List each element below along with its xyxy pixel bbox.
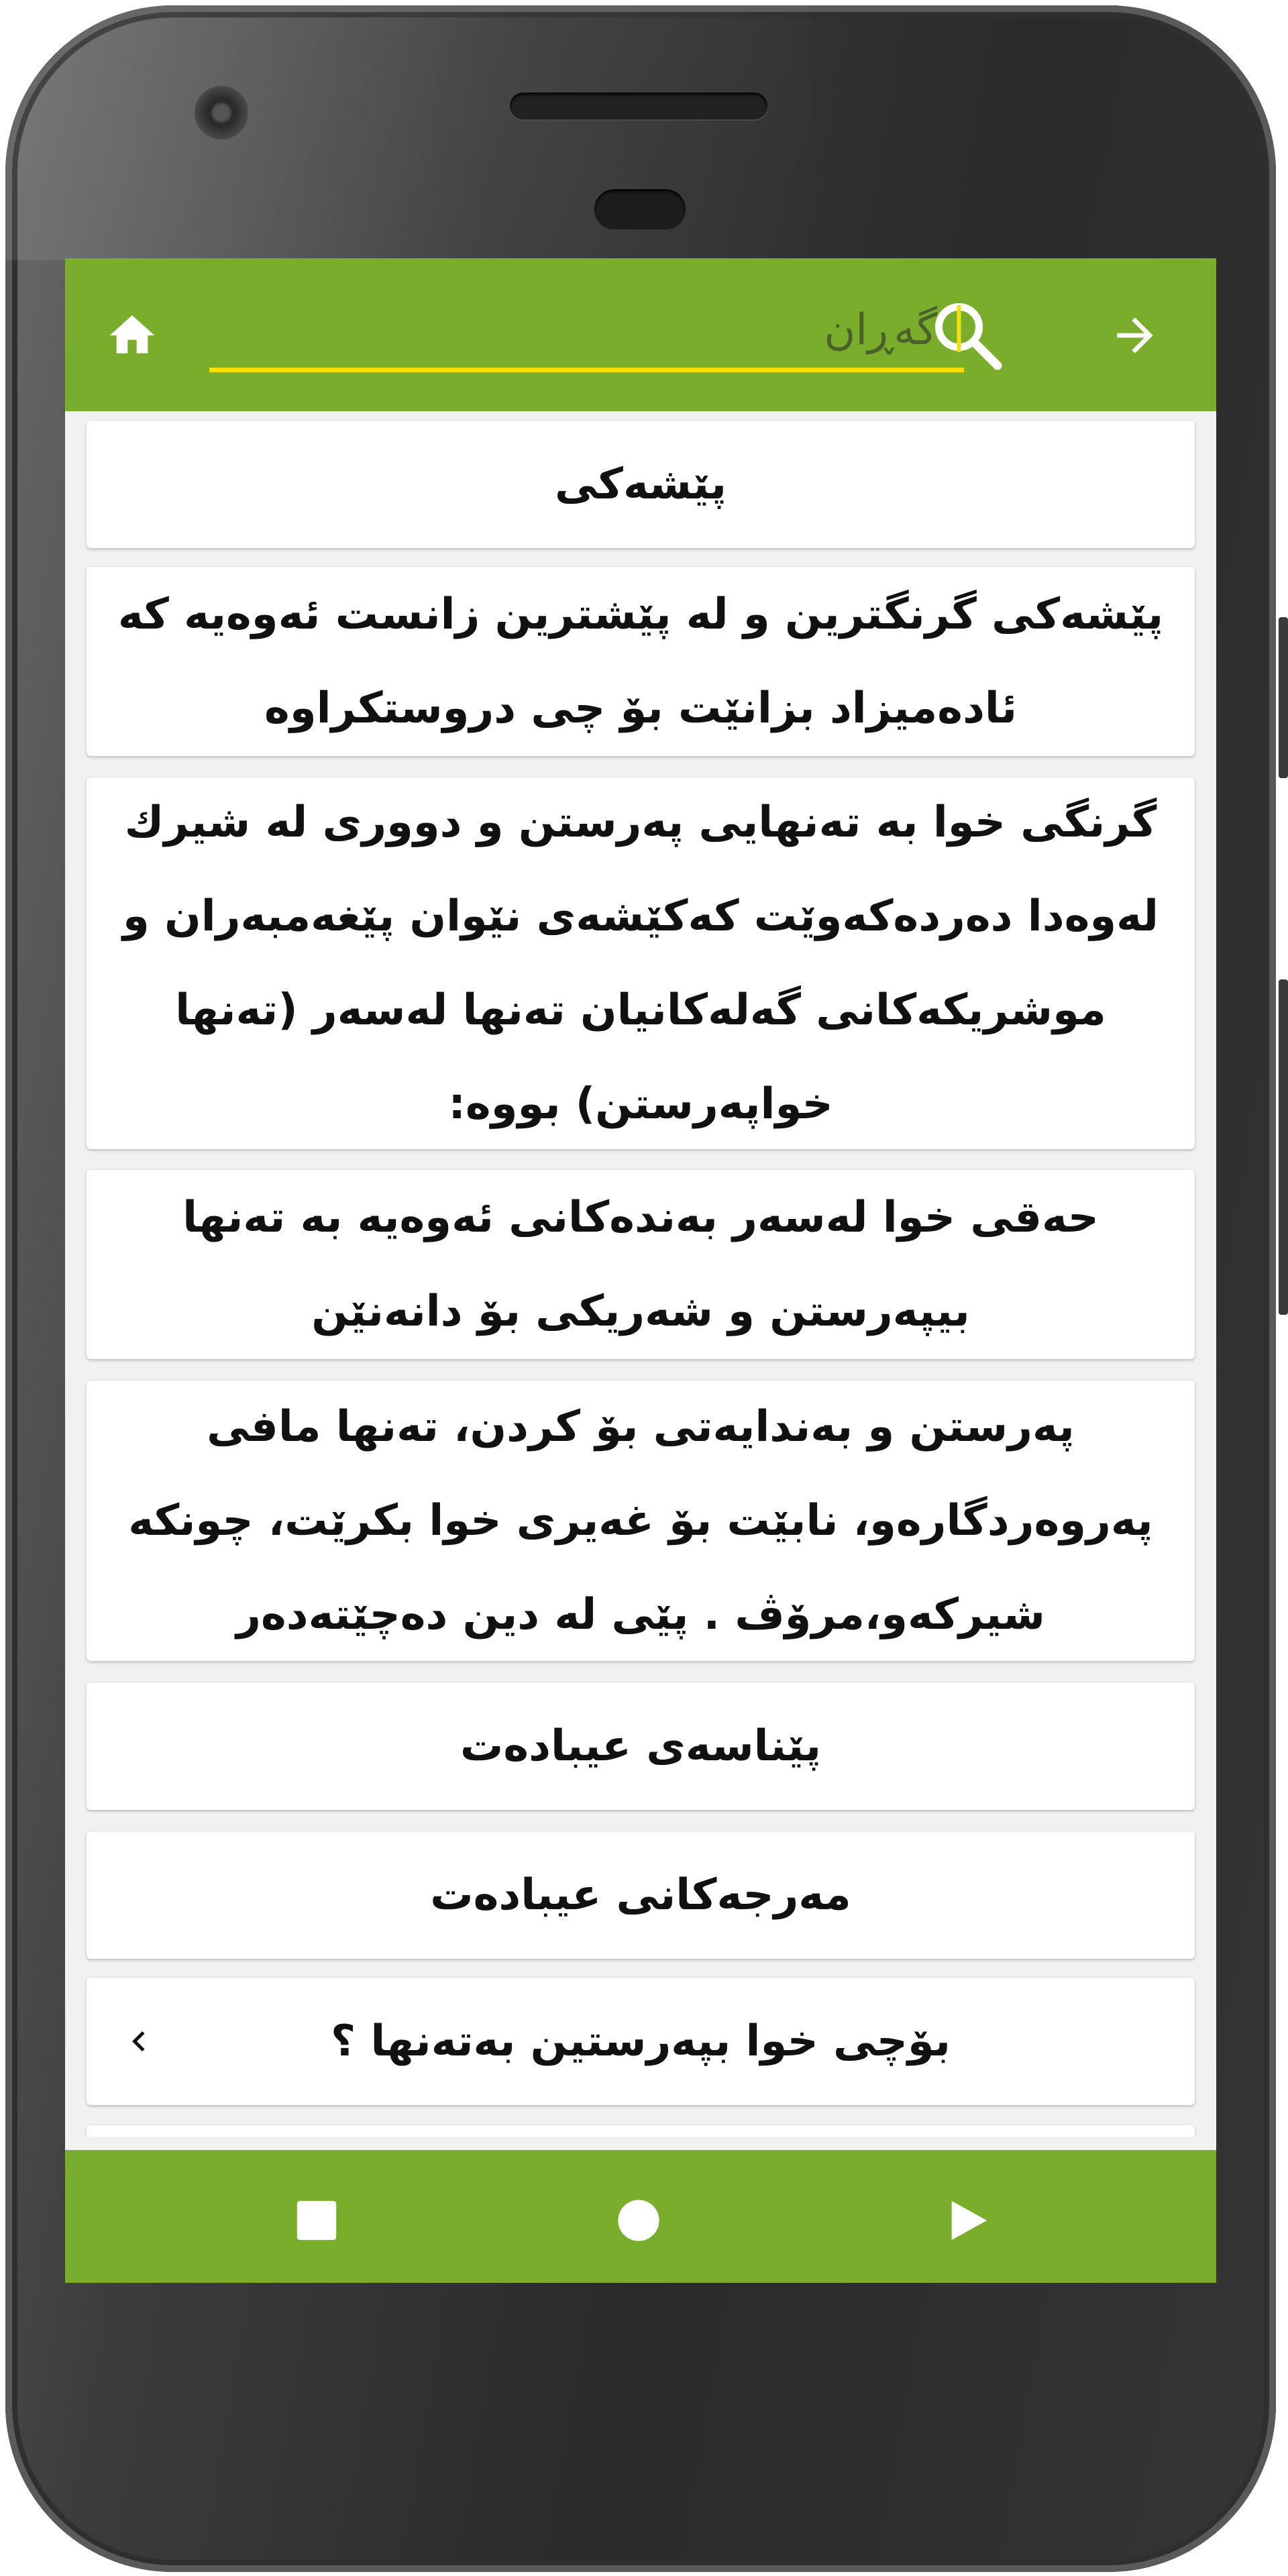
app-bar: [65, 258, 1216, 411]
topic-list: [65, 411, 1216, 2137]
list-item-text: پێناسەی عیبادەت: [460, 1721, 821, 1771]
proximity-sensor: [594, 189, 686, 229]
home-icon[interactable]: [105, 309, 159, 362]
list-item-text: حەقی خوا لەسەر بەندەکانی ئەوەیە بە تەنها بیپەرستن و شەریکی بۆ دانەنێن: [182, 1193, 1099, 1336]
list-item[interactable]: [87, 1978, 1195, 2105]
list-item[interactable]: [87, 421, 1195, 548]
earpiece-speaker: [510, 93, 767, 119]
volume-button: [1279, 979, 1288, 1315]
list-item-text: بۆچی خوا بپەرستین بەتەنها ؟: [330, 2017, 951, 2066]
list-item-text: گرنگی خوا بە تەنهایی پەرستن و دووری لە شیرك لەوەدا دەردەکەوێت کەکێشەی نێوان پێغەمبەران و موشریکەکانی گەلەکانیان تەنها لەسەر (تەنها خواپەرستن) بووە:: [123, 798, 1159, 1129]
list-item[interactable]: [87, 1682, 1195, 1810]
chevron-left-icon: [119, 2021, 159, 2061]
list-item-text: مەرجەکانی عیبادەت: [430, 1870, 851, 1920]
front-camera: [195, 86, 248, 140]
list-item-text: پێشەکی گرنگترین و لە پێشترین زانست ئەوەیە کە ئادەمیزاد بزانێت بۆ چی دروستکراوە: [117, 590, 1164, 733]
list-item[interactable]: [87, 1170, 1195, 1359]
list-item[interactable]: [87, 1831, 1195, 1959]
circle-icon[interactable]: [615, 2197, 662, 2244]
list-item[interactable]: [87, 2125, 1195, 2137]
phone-sheen: [5, 5, 810, 260]
list-item[interactable]: [87, 777, 1195, 1149]
search-box: [209, 292, 964, 379]
square-icon[interactable]: [293, 2197, 340, 2244]
arrow-forward-icon[interactable]: [1108, 309, 1162, 362]
triangle-icon[interactable]: [944, 2197, 991, 2244]
list-item-text: پەرستن و بەندایەتی بۆ کردن، تەنها مافی پەروەردگارەو، نابێت بۆ غەیری خوا بکرێت، چونکە شیرکەو،مرۆڤ . پێی لە دین دەچێتەدەر: [128, 1402, 1153, 1640]
power-button: [1279, 617, 1288, 778]
search-input[interactable]: [209, 292, 964, 372]
system-nav-bar: [65, 2150, 1216, 2283]
list-item-text: پێشەکی: [554, 460, 727, 509]
list-item[interactable]: [87, 567, 1195, 756]
list-item[interactable]: [87, 1381, 1195, 1661]
search-icon[interactable]: [927, 295, 1008, 376]
screen: [65, 258, 1216, 2283]
